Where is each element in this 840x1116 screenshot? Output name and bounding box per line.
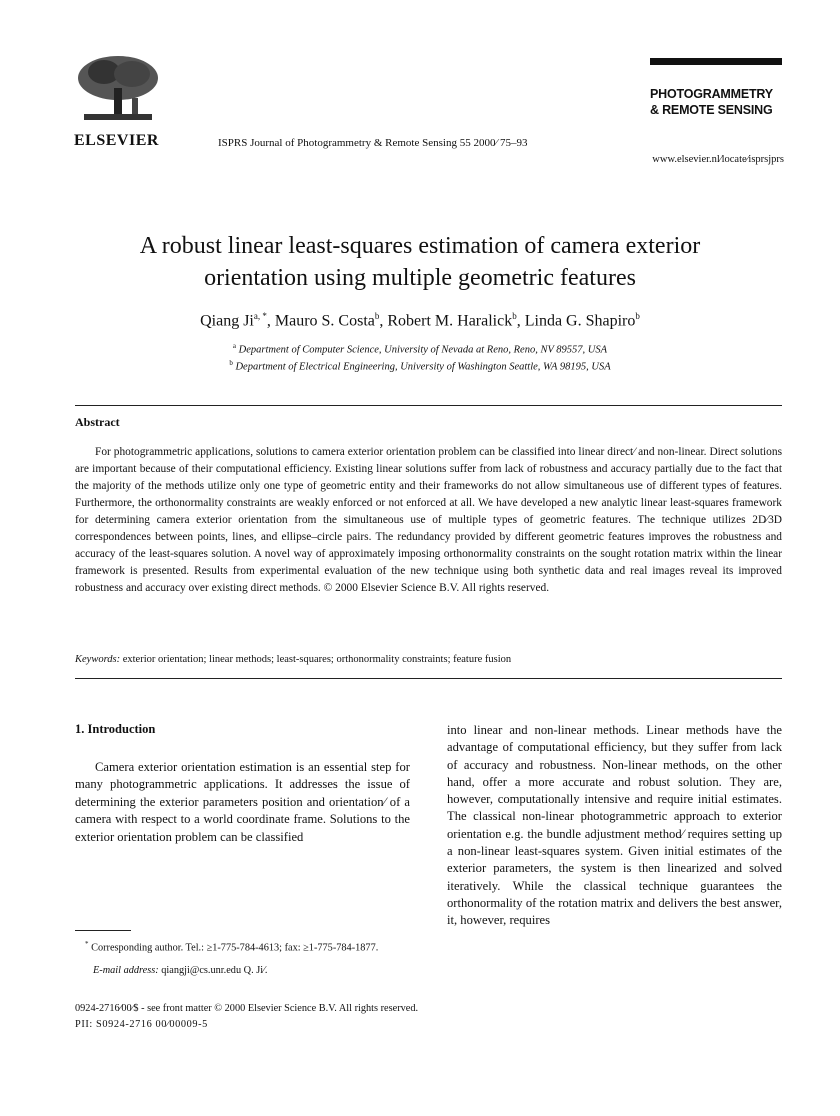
- paper-title-line2: orientation using multiple geometric features: [204, 265, 636, 291]
- footnote-email: [75, 965, 410, 976]
- body-text-left-column: Camera exterior orientation estimation is an essential step for many photogrammetric applications. It addresses the issue of determining the exterior parameters position and orientation⁄ of a camera with respect to a world coordinate frame. Solutions to the exterior orientation problem can be classified: [75, 760, 410, 844]
- journal-title: [650, 86, 790, 118]
- footnote-rule: [75, 930, 131, 931]
- divider: [75, 678, 782, 679]
- keywords: [75, 654, 782, 665]
- divider: [75, 405, 782, 406]
- keywords-label: Keywords:: [75, 654, 121, 665]
- footnote: [75, 937, 410, 955]
- affiliation-mark: b: [229, 359, 233, 367]
- author-name: Linda G. Shapiro: [524, 312, 636, 330]
- section-heading: 1. Introduction: [75, 722, 156, 736]
- affiliation-text: Department of Electrical Engineering, University of Washington Seattle, WA 98195, USA: [235, 361, 611, 373]
- affiliation-text: Department of Computer Science, University of Nevada at Reno, Reno, NV 89557, USA: [238, 344, 608, 356]
- journal-citation: ISPRS Journal of Photogrammetry & Remote Sensing 55 2000⁄ 75–93: [218, 137, 528, 149]
- copyright-line: 0924-2716⁄00⁄$ - see front matter © 2000 Elsevier Science B.V. All rights reserved.: [75, 1003, 419, 1014]
- elsevier-tree-logo: [74, 52, 162, 124]
- footnote-mark: *: [85, 940, 89, 948]
- journal-header-bar: [650, 58, 782, 65]
- journal-title-line2: & REMOTE SENSING: [650, 103, 773, 117]
- footnote-text: Corresponding author. Tel.: ≥1-775-784-4613; fax: ≥1-775-784-1877.: [91, 942, 379, 954]
- author-affiliation-mark: b: [635, 311, 640, 321]
- email-label: E-mail address:: [93, 965, 159, 976]
- affiliation: [60, 359, 780, 373]
- journal-title-line1: PHOTOGRAMMETRY: [650, 87, 773, 101]
- author-name: Qiang Ji: [200, 312, 254, 330]
- author-affiliation-mark: a, *: [253, 311, 267, 321]
- affiliation-mark: a: [232, 342, 237, 350]
- author-affiliation-mark: b: [374, 311, 380, 321]
- author-affiliation-mark: b: [512, 311, 517, 321]
- paper-title: [60, 230, 780, 294]
- abstract-heading: Abstract: [75, 415, 120, 429]
- paper-title-line1: A robust linear least-squares estimation of camera exterior: [139, 233, 701, 259]
- author-list: Qiang $Ji^{a, *}$, Mauro S. Costa$^b$, Robert M. Haralick$^b$, Linda G. Shapiro$^b$: [200, 311, 640, 330]
- body-text-right-column: into linear and non-linear methods. Linear methods have the advantage of computational efficiency, but they suffer from lack of accuracy and robustness. Non-linear methods, on the other hand, offer a more accurate and robust solution. They are, however, computationally intensive and require initial estimates. The classical non-linear photogrammetric approach to exterior orientation e.g. the bundle adjustment method⁄ requires setting up a non-linear least-squares system. Given initial estimates of the exterior parameters, the system is then linearized and solved iteratively. While the classical technique guarantees the orthonormality of the rotation matrix and delivers the best answer, it, however, requires: [447, 723, 782, 928]
- author-name: Robert M. Haralick: [387, 312, 513, 330]
- author-name: Mauro S. Costa: [274, 312, 375, 330]
- abstract-text: For photogrammetric applications, solutions to camera exterior orientation problem can be classified into linear direct⁄ and non-linear. Direct solutions are important because of their computational efficiency. Existing linear solutions suffer from lack of robustness and accuracy partially due to the fact that the majority of the methods utilize only one type of geometric entity and their frameworks do not allow simultaneous use of different types of features. Furthermore, the orthonormality constraints are weakly enforced or not enforced at all. We have developed a new analytic linear least-squares framework for determining camera exterior orientation from the simultaneous use of multiple types of geometric features. The technique utilizes 2D⁄3D correspondences between points, lines, and ellipse–circle pairs. The redundancy provided by different geometric features improves the robustness and accuracy of the least-squares solution. A novel way of approximately imposing orthonormality constraints on the sought rotation matrix within the linear framework is presented. Results from experimental evaluation of the new technique using both synthetic data and real images reveal its improved robustness and accuracy over existing direct methods. © 2000 Elsevier Science B.V. All rights reserved.: [75, 446, 782, 594]
- affiliation: [60, 342, 780, 356]
- keywords-list: exterior orientation; linear methods; least-squares; orthonormality constraints; feature fusion: [122, 654, 512, 665]
- email-address[interactable]: qiangji@cs.unr.edu Q. Ji⁄.: [161, 965, 268, 976]
- journal-url[interactable]: www.elsevier.nl⁄locate⁄isprsjprs: [652, 154, 784, 165]
- pii-line: PII: S0924-2716 00⁄00009-5: [75, 1019, 208, 1030]
- publisher-name: ELSEVIER: [74, 132, 159, 149]
